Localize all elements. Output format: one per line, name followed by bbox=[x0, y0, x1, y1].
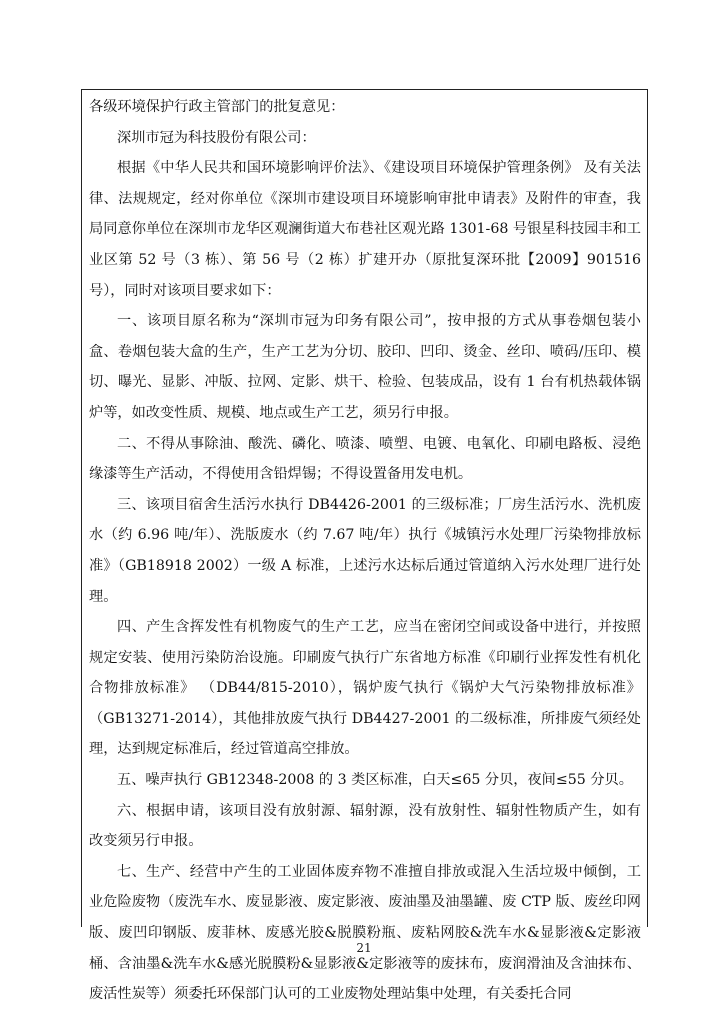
paragraph-item-4: 四、产生含挥发性有机物废气的生产工艺，应当在密闭空间或设备中进行，并按照规定安装、使用污染防治设施。印刷废气执行广东省地方标准《印刷行业挥发性有机化合物排放标准》 （DB44/815-2010），锅炉废气执行《锅炉大气污染物排放标准》（GB13271-2014），其他排放废气执行 DB4427-2001 的二级标准，所排废气须经处理，达到规定标准后，经过管道高空排放。 bbox=[89, 619, 641, 758]
section-heading: 各级环境保护行政主管部门的批复意见： bbox=[89, 99, 345, 115]
paragraph-item-5: 五、噪声执行 GB12348-2008 的 3 类区标准，白天≤65 分贝，夜间≤55 分贝。 bbox=[117, 772, 633, 789]
paragraph-item-1: 一、该项目原名称为“深圳市冠为印务有限公司”，按申报的方式从事卷烟包装小盒、卷烟包装大盒的生产，生产工艺为分切、胶印、凹印、烫金、丝印、喷码/压印、模切、曝光、显影、冲版、拉网、定影、烘干、检验、包装成品，设有 1 台有机热载体锅炉等，如改变性质、规模、地点或生产工艺，须另行申报。 bbox=[89, 313, 641, 421]
paragraph-item-3: 三、该项目宿舍生活污水执行 DB4426-2001 的三级标准；厂房生活污水、洗机废水（约 6.96 吨/年）、洗版废水（约 7.67 吨/年）执行《城镇污水处理厂污染物排放标准》（GB18918 2002）一级 A 标准，上述污水达标后通过管道纳入污水处理厂进行处理。 bbox=[89, 496, 641, 605]
paragraph-item-7: 七、生产、经营中产生的工业固体废弃物不准擅自排放或混入生活垃圾中倾倒，工业危险废物（废洗车水、废显影液、废定影液、废油墨及油墨罐、废 CTP 版、废丝印网版、废凹印钢版、废菲林、废感光胶&脱膜粉瓶、废粘网胶&洗车水&显影液&定影液桶、含油墨&洗车水&感光脱膜粉&显影液&定影液等的废抹布，废润滑油及含油抹布、废活性炭等）须委托环保部门认可的工业废物处理站集中处理，有关委托合同 bbox=[89, 863, 641, 1003]
approval-opinion-section bbox=[89, 92, 641, 1010]
paragraph-item-6: 六、根据申请，该项目没有放射源、辐射源，没有放射性、辐射性物质产生，如有改变须另行申报。 bbox=[89, 802, 641, 850]
paragraph-item-2: 二、不得从事除油、酸洗、磷化、喷漆、喷塑、电镀、电氧化、印刷电路板、浸绝缘漆等生产活动，不得使用含铅焊锡；不得设置备用发电机。 bbox=[89, 435, 641, 483]
page-number: 21 bbox=[356, 941, 372, 955]
addressee: 深圳市冠为科技股份有限公司： bbox=[117, 129, 316, 146]
paragraph-intro: 根据《中华人民共和国环境影响评价法》、《建设项目环境保护管理条例》 及有关法律、法规规定，经对你单位《深圳市建设项目环境影响审批申请表》及附件的审查，我局同意你单位在深圳市龙华区观澜街道大布巷社区观光路 1301-68 号银星科技园丰和工业区第 52 号（3 栋）、第 56 号（2 栋）扩建开办（原批复深环批【2009】901516 号），同时对该项目要求如下： bbox=[89, 160, 641, 299]
